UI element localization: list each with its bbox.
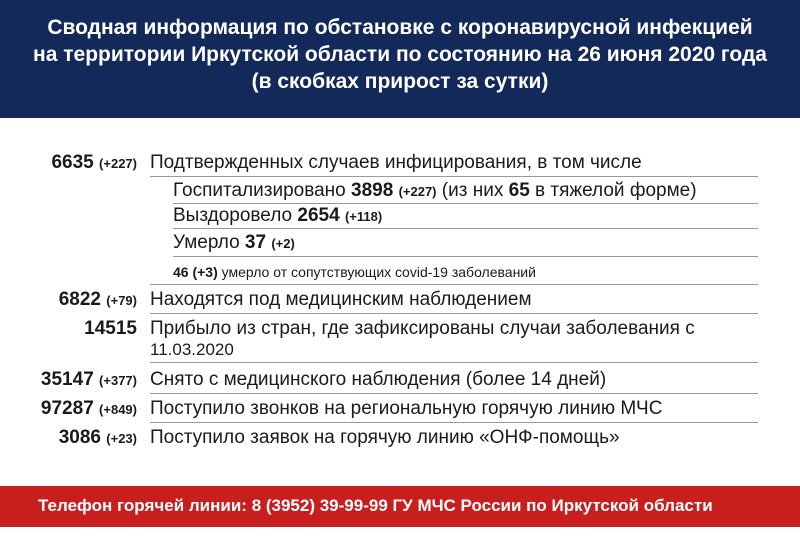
observation-count xyxy=(59,289,137,311)
died-number: 37 xyxy=(244,232,267,253)
divider xyxy=(150,393,758,394)
header-subtitle: (в скобках прирост за сутки) xyxy=(251,70,549,93)
confirmed-count xyxy=(51,152,137,174)
hospitalized-line xyxy=(173,180,758,202)
onf-increment: (+23) xyxy=(106,431,137,446)
calls-increment: (+849) xyxy=(99,402,137,417)
comorbid-line xyxy=(173,262,758,283)
divider xyxy=(150,284,758,285)
arrived-number: 14515 xyxy=(84,318,137,339)
onf-count xyxy=(59,427,137,449)
hospitalized-severe-label: в тяжелой форме) xyxy=(535,180,697,201)
recovered-label: Выздоровело xyxy=(173,205,293,226)
comorbid-label: умерло от сопутствующих covid-19 заболеваний xyxy=(221,264,536,280)
confirmed-increment: (+227) xyxy=(99,156,137,171)
arrived-label-line-2: 11.03.2020 xyxy=(150,340,234,359)
header-title-line-1: Сводная информация по обстановке с коронавирусной инфекцией xyxy=(47,16,753,39)
observation-label: Находятся под медицинским наблюдением xyxy=(150,289,532,310)
onf-number: 3086 xyxy=(58,427,101,448)
died-line xyxy=(173,232,758,254)
comorbid-increment: (+3) xyxy=(192,264,218,280)
confirmed-number: 6635 xyxy=(51,152,94,173)
divider xyxy=(173,256,758,257)
hospitalized-of-which: (из них xyxy=(441,180,504,201)
removed-number: 35147 xyxy=(40,369,94,390)
onf-label: Поступило заявок на горячую линию «ОНФ-помощь» xyxy=(150,427,620,448)
hospitalized-increment: (+227) xyxy=(398,184,437,199)
header-banner xyxy=(0,0,800,118)
arrived-label-line-1: Прибыло из стран, где зафиксированы случаи заболевания с xyxy=(150,318,695,339)
recovered-number: 2654 xyxy=(297,205,340,226)
hotline-label: Телефон горячей линии: xyxy=(38,496,247,515)
comorbid-number: 46 xyxy=(173,264,189,280)
calls-count xyxy=(41,398,137,420)
divider xyxy=(150,362,758,363)
header-title-line-2: на территории Иркутской области по состоянию на 26 июня 2020 года xyxy=(33,43,767,66)
hotline-organization: ГУ МЧС России по Иркутской области xyxy=(392,496,713,515)
divider xyxy=(150,176,758,177)
removed-label: Снято с медицинского наблюдения (более 14 дней) xyxy=(150,369,607,390)
divider xyxy=(173,203,758,204)
divider xyxy=(150,313,758,314)
died-label: Умерло xyxy=(173,232,240,253)
hospitalized-severe-number: 65 xyxy=(508,180,530,201)
hotline-text xyxy=(38,496,713,516)
observation-increment: (+79) xyxy=(106,293,137,308)
calls-label: Поступило звонков на региональную горячую линию МЧС xyxy=(150,398,663,419)
recovered-increment: (+118) xyxy=(344,209,383,224)
divider xyxy=(173,228,758,229)
confirmed-label: Подтвержденных случаев инфицирования, в том числе xyxy=(150,152,642,173)
arrived-count xyxy=(84,318,137,340)
calls-number: 97287 xyxy=(40,398,94,419)
hotline-phone: 8 (3952) 39-99-99 xyxy=(251,496,388,515)
hospitalized-label: Госпитализировано xyxy=(173,180,346,201)
observation-number: 6822 xyxy=(58,289,101,310)
recovered-line xyxy=(173,205,758,227)
removed-count xyxy=(41,369,137,391)
removed-increment: (+377) xyxy=(99,373,137,388)
hospitalized-number: 3898 xyxy=(351,180,394,201)
divider xyxy=(150,422,758,423)
died-increment: (+2) xyxy=(271,236,295,251)
hotline-footer xyxy=(0,486,800,527)
